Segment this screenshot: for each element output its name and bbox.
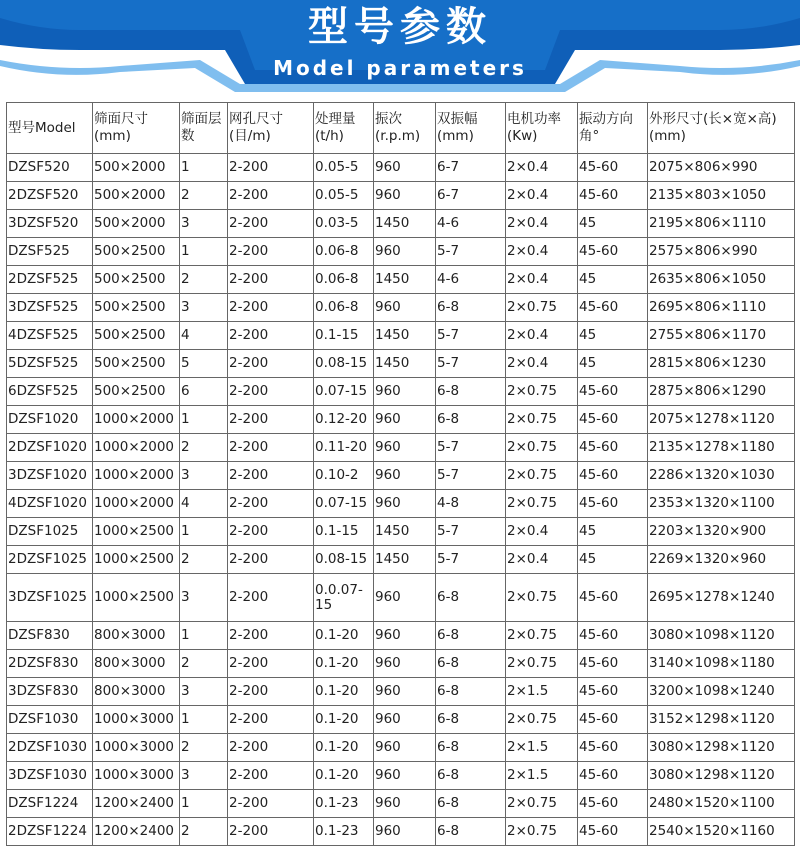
table-cell: 45-60 xyxy=(578,622,648,650)
table-cell: 2-200 xyxy=(228,518,314,546)
table-cell: 1200×2400 xyxy=(93,790,180,818)
table-cell: DZSF1025 xyxy=(7,518,93,546)
table-cell: 2-200 xyxy=(228,294,314,322)
table-cell: 1000×3000 xyxy=(93,706,180,734)
table-cell: 960 xyxy=(374,818,436,846)
page-subtitle: Model parameters xyxy=(273,56,527,80)
table-cell: 2815×806×1230 xyxy=(648,350,795,378)
table-cell: 2×0.4 xyxy=(506,210,578,238)
table-cell: 960 xyxy=(374,154,436,182)
table-cell: 45 xyxy=(578,322,648,350)
column-header: 筛面层数 xyxy=(180,103,228,154)
table-cell: 500×2500 xyxy=(93,350,180,378)
table-cell: 6-7 xyxy=(436,182,506,210)
table-cell: 2-200 xyxy=(228,350,314,378)
table-cell: DZSF525 xyxy=(7,238,93,266)
table-cell: 6-8 xyxy=(436,706,506,734)
table-cell: 1000×3000 xyxy=(93,762,180,790)
table-cell: 960 xyxy=(374,574,436,622)
table-cell: 45-60 xyxy=(578,294,648,322)
table-cell: 0.06-8 xyxy=(314,294,374,322)
table-cell: 0.1-15 xyxy=(314,518,374,546)
table-cell: 4 xyxy=(180,490,228,518)
table-row xyxy=(7,650,795,678)
table-cell: 2×1.5 xyxy=(506,678,578,706)
table-cell: 0.1-20 xyxy=(314,706,374,734)
table-cell: 2×0.4 xyxy=(506,546,578,574)
table-cell: 2286×1320×1030 xyxy=(648,462,795,490)
table-cell: 0.1-23 xyxy=(314,790,374,818)
table-row xyxy=(7,434,795,462)
table-cell: 500×2500 xyxy=(93,378,180,406)
table-cell: 45-60 xyxy=(578,762,648,790)
table-cell: 2-200 xyxy=(228,574,314,622)
table-row xyxy=(7,518,795,546)
table-cell: 2135×1278×1180 xyxy=(648,434,795,462)
table-cell: 960 xyxy=(374,622,436,650)
table-cell: 2-200 xyxy=(228,378,314,406)
table-row xyxy=(7,406,795,434)
table-cell: 3DZSF1025 xyxy=(7,574,93,622)
table-cell: 3200×1098×1240 xyxy=(648,678,795,706)
table-cell: 5-7 xyxy=(436,322,506,350)
table-cell: 0.1-20 xyxy=(314,678,374,706)
table-row xyxy=(7,734,795,762)
table-cell: 2695×1278×1240 xyxy=(648,574,795,622)
table-row xyxy=(7,790,795,818)
table-cell: 2-200 xyxy=(228,546,314,574)
table-cell: 2×0.75 xyxy=(506,406,578,434)
page-title: 型号参数 xyxy=(308,4,492,50)
column-header: 外形尺寸(长×宽×高)(mm) xyxy=(648,103,795,154)
table-cell: 0.05-5 xyxy=(314,182,374,210)
table-cell: 1000×2000 xyxy=(93,490,180,518)
table-cell: 45-60 xyxy=(578,462,648,490)
table-row xyxy=(7,378,795,406)
table-cell: 2195×806×1110 xyxy=(648,210,795,238)
table-cell: 800×3000 xyxy=(93,678,180,706)
table-cell: 6-8 xyxy=(436,294,506,322)
table-cell: DZSF830 xyxy=(7,622,93,650)
table-cell: 1 xyxy=(180,406,228,434)
column-header: 振动方向角° xyxy=(578,103,648,154)
table-cell: 2-200 xyxy=(228,622,314,650)
table-cell: 5-7 xyxy=(436,518,506,546)
table-cell: 5DZSF525 xyxy=(7,350,93,378)
table-cell: 1 xyxy=(180,706,228,734)
table-cell: 1450 xyxy=(374,350,436,378)
table-cell: 45 xyxy=(578,266,648,294)
table-cell: 960 xyxy=(374,490,436,518)
table-cell: 6-7 xyxy=(436,154,506,182)
table-cell: 0.07-15 xyxy=(314,490,374,518)
table-cell: 45-60 xyxy=(578,650,648,678)
table-cell: 1000×2000 xyxy=(93,462,180,490)
table-cell: 500×2500 xyxy=(93,322,180,350)
table-cell: 960 xyxy=(374,462,436,490)
table-cell: 1450 xyxy=(374,322,436,350)
table-cell: 2 xyxy=(180,650,228,678)
table-cell: 45-60 xyxy=(578,406,648,434)
table-cell: 45-60 xyxy=(578,154,648,182)
table-row xyxy=(7,678,795,706)
table-cell: 4-6 xyxy=(436,266,506,294)
table-cell: 2×0.75 xyxy=(506,790,578,818)
table-cell: 0.1-20 xyxy=(314,650,374,678)
table-cell: 2755×806×1170 xyxy=(648,322,795,350)
table-cell: 3DZSF520 xyxy=(7,210,93,238)
table-cell: 6-8 xyxy=(436,762,506,790)
table-cell: 45-60 xyxy=(578,574,648,622)
table-cell: 2×0.75 xyxy=(506,490,578,518)
table-cell: 2×0.4 xyxy=(506,266,578,294)
table-cell: 960 xyxy=(374,294,436,322)
table-cell: 45-60 xyxy=(578,238,648,266)
table-cell: 2-200 xyxy=(228,490,314,518)
table-cell: 6-8 xyxy=(436,574,506,622)
table-cell: 2075×1278×1120 xyxy=(648,406,795,434)
table-cell: 5-7 xyxy=(436,350,506,378)
table-cell: 1 xyxy=(180,790,228,818)
table-cell: 6-8 xyxy=(436,378,506,406)
table-cell: 6-8 xyxy=(436,790,506,818)
table-cell: 2-200 xyxy=(228,462,314,490)
table-cell: 5-7 xyxy=(436,462,506,490)
table-cell: 2-200 xyxy=(228,266,314,294)
table-cell: 2-200 xyxy=(228,678,314,706)
table-cell: 2 xyxy=(180,734,228,762)
table-row xyxy=(7,622,795,650)
table-cell: 45-60 xyxy=(578,818,648,846)
table-cell: 3 xyxy=(180,678,228,706)
table-cell: 960 xyxy=(374,762,436,790)
table-cell: 2540×1520×1160 xyxy=(648,818,795,846)
table-cell: 6 xyxy=(180,378,228,406)
table-cell: 3140×1098×1180 xyxy=(648,650,795,678)
table-body xyxy=(7,154,795,846)
table-cell: 2-200 xyxy=(228,322,314,350)
table-cell: 0.05-5 xyxy=(314,154,374,182)
table-row xyxy=(7,294,795,322)
table-cell: 960 xyxy=(374,434,436,462)
table-cell: 2 xyxy=(180,266,228,294)
table-cell: 45 xyxy=(578,350,648,378)
table-cell: 45 xyxy=(578,210,648,238)
table-cell: 3080×1098×1120 xyxy=(648,622,795,650)
table-cell: 0.12-20 xyxy=(314,406,374,434)
table-cell: 0.0.07-15 xyxy=(314,574,374,622)
table-cell: 45-60 xyxy=(578,378,648,406)
model-parameters-table xyxy=(6,102,794,846)
table-cell: 1 xyxy=(180,622,228,650)
table-cell: 960 xyxy=(374,734,436,762)
table-cell: 0.10-2 xyxy=(314,462,374,490)
table-cell: 2×0.75 xyxy=(506,818,578,846)
table-cell: 6-8 xyxy=(436,678,506,706)
table-row xyxy=(7,154,795,182)
table-cell: 2×1.5 xyxy=(506,762,578,790)
table-cell: 6-8 xyxy=(436,650,506,678)
table-cell: 6-8 xyxy=(436,406,506,434)
table-cell: 1 xyxy=(180,154,228,182)
table-cell: 2-200 xyxy=(228,790,314,818)
table-cell: 0.08-15 xyxy=(314,546,374,574)
table-row xyxy=(7,818,795,846)
table-cell: 1450 xyxy=(374,518,436,546)
table-cell: 2DZSF1020 xyxy=(7,434,93,462)
table-cell: 3 xyxy=(180,462,228,490)
table-cell: 500×2500 xyxy=(93,294,180,322)
table-cell: 2DZSF520 xyxy=(7,182,93,210)
table-cell: 2075×806×990 xyxy=(648,154,795,182)
table-cell: 6DZSF525 xyxy=(7,378,93,406)
table-cell: 2-200 xyxy=(228,650,314,678)
table-cell: 1 xyxy=(180,238,228,266)
table-cell: 4-6 xyxy=(436,210,506,238)
table-cell: 2×0.4 xyxy=(506,518,578,546)
table-cell: 3 xyxy=(180,574,228,622)
table-cell: 6-8 xyxy=(436,622,506,650)
table-cell: 3080×1298×1120 xyxy=(648,762,795,790)
table-cell: 500×2000 xyxy=(93,154,180,182)
table-cell: 0.06-8 xyxy=(314,238,374,266)
table-cell: 45-60 xyxy=(578,734,648,762)
table-cell: 2-200 xyxy=(228,434,314,462)
table-cell: 3080×1298×1120 xyxy=(648,734,795,762)
table-cell: 2×0.4 xyxy=(506,154,578,182)
table-cell: DZSF1030 xyxy=(7,706,93,734)
table-cell: 2480×1520×1100 xyxy=(648,790,795,818)
table-cell: 2203×1320×900 xyxy=(648,518,795,546)
column-header: 筛面尺寸(mm) xyxy=(93,103,180,154)
table-cell: 2-200 xyxy=(228,762,314,790)
table-cell: 2×0.4 xyxy=(506,182,578,210)
table-cell: 500×2000 xyxy=(93,182,180,210)
table-cell: 0.1-20 xyxy=(314,622,374,650)
table-cell: 2×0.75 xyxy=(506,650,578,678)
table-cell: 4DZSF1020 xyxy=(7,490,93,518)
table-cell: 2-200 xyxy=(228,818,314,846)
table-cell: 960 xyxy=(374,238,436,266)
table-row xyxy=(7,462,795,490)
table-cell: 2875×806×1290 xyxy=(648,378,795,406)
table-cell: 5 xyxy=(180,350,228,378)
table-cell: 45-60 xyxy=(578,434,648,462)
table-cell: 4DZSF525 xyxy=(7,322,93,350)
table-cell: 45-60 xyxy=(578,182,648,210)
table-cell: 800×3000 xyxy=(93,622,180,650)
table-cell: 0.1-15 xyxy=(314,322,374,350)
column-header: 处理量(t/h) xyxy=(314,103,374,154)
table-cell: 0.1-23 xyxy=(314,818,374,846)
table-cell: 2 xyxy=(180,182,228,210)
table-cell: 2-200 xyxy=(228,154,314,182)
table-cell: 2×0.75 xyxy=(506,462,578,490)
table-cell: 1000×2500 xyxy=(93,574,180,622)
table-cell: 3 xyxy=(180,210,228,238)
table-cell: 1450 xyxy=(374,546,436,574)
table-cell: 2×0.4 xyxy=(506,322,578,350)
table-cell: 500×2500 xyxy=(93,238,180,266)
table-cell: DZSF1224 xyxy=(7,790,93,818)
table-cell: 0.1-20 xyxy=(314,734,374,762)
table-cell: 45-60 xyxy=(578,678,648,706)
table-cell: 1 xyxy=(180,518,228,546)
table-cell: 2×0.75 xyxy=(506,622,578,650)
table-cell: 960 xyxy=(374,678,436,706)
column-header: 电机功率(Kw) xyxy=(506,103,578,154)
table-cell: DZSF520 xyxy=(7,154,93,182)
table-cell: 2135×803×1050 xyxy=(648,182,795,210)
table-cell: 1450 xyxy=(374,266,436,294)
table-cell: 4 xyxy=(180,322,228,350)
table-cell: 960 xyxy=(374,182,436,210)
table-cell: 2-200 xyxy=(228,210,314,238)
table-cell: 45-60 xyxy=(578,706,648,734)
column-header: 振次(r.p.m) xyxy=(374,103,436,154)
table-cell: 2DZSF1025 xyxy=(7,546,93,574)
table-cell: 2×0.4 xyxy=(506,238,578,266)
table-cell: 2-200 xyxy=(228,706,314,734)
table-cell: 1000×2000 xyxy=(93,406,180,434)
table-cell: 6-8 xyxy=(436,734,506,762)
table-cell: 960 xyxy=(374,378,436,406)
table-cell: 0.08-15 xyxy=(314,350,374,378)
table-cell: 2353×1320×1100 xyxy=(648,490,795,518)
column-header: 网孔尺寸(目/m) xyxy=(228,103,314,154)
table-cell: 2 xyxy=(180,818,228,846)
table-cell: 3 xyxy=(180,294,228,322)
column-header: 型号Model xyxy=(7,103,93,154)
table-cell: 2DZSF830 xyxy=(7,650,93,678)
table-row xyxy=(7,574,795,622)
table-cell: 4-8 xyxy=(436,490,506,518)
table-cell: 2DZSF1224 xyxy=(7,818,93,846)
table-cell: 5-7 xyxy=(436,434,506,462)
table-cell: 2×0.4 xyxy=(506,350,578,378)
table-cell: 960 xyxy=(374,650,436,678)
table-cell: 1000×2500 xyxy=(93,546,180,574)
table-row xyxy=(7,762,795,790)
table-cell: 45-60 xyxy=(578,790,648,818)
table-row xyxy=(7,182,795,210)
table-cell: 2×1.5 xyxy=(506,734,578,762)
table-cell: 3DZSF525 xyxy=(7,294,93,322)
table-row xyxy=(7,322,795,350)
table-cell: 2-200 xyxy=(228,734,314,762)
table-cell: 45-60 xyxy=(578,490,648,518)
table-cell: 800×3000 xyxy=(93,650,180,678)
table-cell: 2×0.75 xyxy=(506,294,578,322)
table-row xyxy=(7,490,795,518)
table-cell: 2×0.75 xyxy=(506,378,578,406)
table-cell: 3152×1298×1120 xyxy=(648,706,795,734)
table-cell: 3DZSF1030 xyxy=(7,762,93,790)
table-cell: 2DZSF525 xyxy=(7,266,93,294)
table-cell: 960 xyxy=(374,790,436,818)
table-cell: 2DZSF1030 xyxy=(7,734,93,762)
table-row xyxy=(7,266,795,294)
table-cell: 2695×806×1110 xyxy=(648,294,795,322)
table-cell: 500×2000 xyxy=(93,210,180,238)
table-cell: 2 xyxy=(180,434,228,462)
table-cell: 45 xyxy=(578,546,648,574)
column-header: 双振幅(mm) xyxy=(436,103,506,154)
table-cell: 0.1-20 xyxy=(314,762,374,790)
table-cell: 3DZSF830 xyxy=(7,678,93,706)
table-cell: 2×0.75 xyxy=(506,434,578,462)
table-cell: 2635×806×1050 xyxy=(648,266,795,294)
table-cell: 2-200 xyxy=(228,406,314,434)
table-cell: 3 xyxy=(180,762,228,790)
table-cell: 45 xyxy=(578,518,648,546)
table-cell: 3DZSF1020 xyxy=(7,462,93,490)
table-cell: 1000×3000 xyxy=(93,734,180,762)
table-cell: 2-200 xyxy=(228,182,314,210)
table-cell: 2×0.75 xyxy=(506,706,578,734)
table-cell: 0.11-20 xyxy=(314,434,374,462)
table-cell: 5-7 xyxy=(436,546,506,574)
table-row xyxy=(7,350,795,378)
table-cell: 1000×2000 xyxy=(93,434,180,462)
table-cell: DZSF1020 xyxy=(7,406,93,434)
table-header-row xyxy=(7,103,795,154)
table-row xyxy=(7,210,795,238)
table-cell: 0.03-5 xyxy=(314,210,374,238)
table-row xyxy=(7,706,795,734)
table-cell: 960 xyxy=(374,406,436,434)
table-cell: 1450 xyxy=(374,210,436,238)
table-cell: 1000×2500 xyxy=(93,518,180,546)
table-cell: 0.07-15 xyxy=(314,378,374,406)
table-cell: 6-8 xyxy=(436,818,506,846)
table-row xyxy=(7,546,795,574)
table-cell: 2 xyxy=(180,546,228,574)
table-cell: 5-7 xyxy=(436,238,506,266)
table-cell: 2×0.75 xyxy=(506,574,578,622)
table-cell: 0.06-8 xyxy=(314,266,374,294)
table-cell: 2-200 xyxy=(228,238,314,266)
table-cell: 500×2500 xyxy=(93,266,180,294)
table-row xyxy=(7,238,795,266)
table-cell: 2269×1320×960 xyxy=(648,546,795,574)
table-cell: 2575×806×990 xyxy=(648,238,795,266)
header-banner xyxy=(0,0,800,92)
table-cell: 960 xyxy=(374,706,436,734)
table-cell: 1200×2400 xyxy=(93,818,180,846)
